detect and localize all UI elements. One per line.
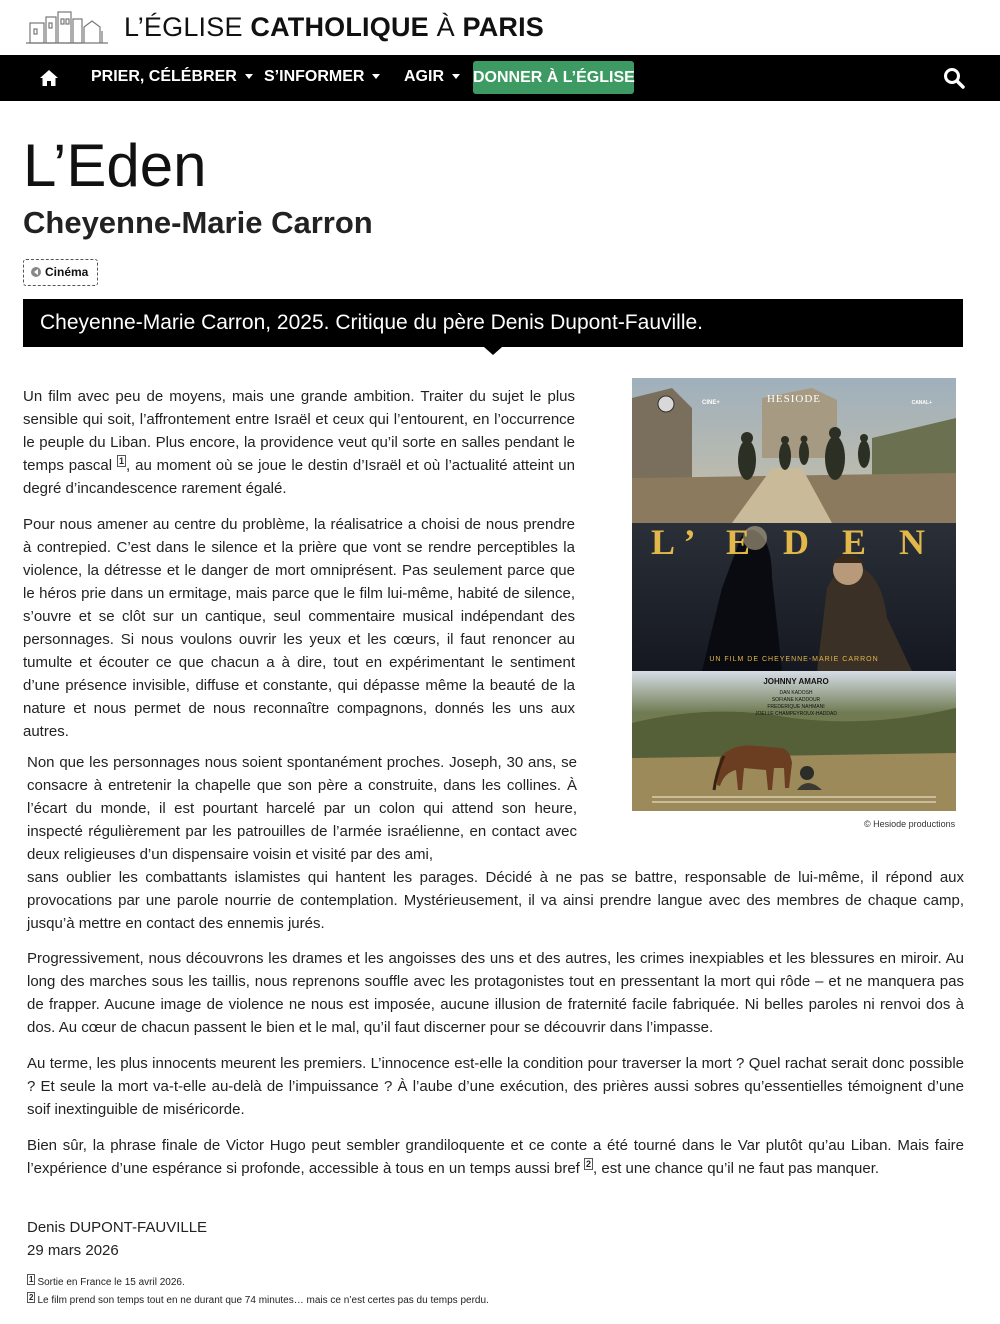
poster-cast-1: DAN KADOSH — [779, 690, 813, 696]
footnote-text: Le film prend son temps tout en ne durant que 74 minutes… mais ce n’est certes pas du temps perdu. — [37, 1295, 489, 1306]
footnote-ref[interactable]: 1 — [29, 1275, 34, 1284]
article-banner: Cheyenne-Marie Carron, 2025. Critique du père Denis Dupont-Fauville. — [23, 299, 963, 347]
nav-item-label: AGIR — [404, 68, 444, 85]
paragraph-6 — [27, 1134, 964, 1180]
chevron-down-icon — [372, 74, 380, 79]
chevron-down-icon — [245, 74, 253, 79]
site-title-part: L’ÉGLISE — [124, 12, 251, 42]
category-tag-label: Cinéma — [45, 265, 89, 279]
category-tag[interactable] — [23, 259, 98, 286]
poster-brand-center: HESIODE — [766, 393, 822, 405]
donate-button[interactable]: DONNER À L’ÉGLISE — [473, 61, 634, 94]
chevron-left-circle-icon — [31, 267, 41, 277]
chevron-down-icon — [452, 74, 460, 79]
page-subtitle: Cheyenne-Marie Carron — [23, 205, 373, 240]
site-title-part: PARIS — [462, 12, 545, 42]
main-navbar — [0, 55, 1000, 101]
poster-lead-actor: JOHNNY AMARO — [763, 677, 829, 686]
site-title-part: CATHOLIQUE — [250, 12, 429, 42]
poster-tagline: UN FILM DE CHEYENNE-MARIE CARRON — [709, 656, 879, 663]
banner-arrow — [484, 347, 502, 355]
site-title-part: À — [428, 12, 463, 42]
nav-item-informer[interactable] — [264, 68, 380, 86]
poster-brand-right: CANAL+ — [911, 400, 932, 406]
paragraph-3-narrow: Non que les personnages nous soient spontanément proches. Joseph, 30 ans, se consacre à entretenir la chapelle que son père a construite, dans les collines. À l’écart du monde, il est pourtant harcelé par un colon qui attend son heure, inspecté régulièrement par les patrouilles de l’armée israélienne, en contact avec deux religieuses d’un dispensaire voisin et visité par des ami, — [27, 754, 577, 863]
poster-title: L’ E D E N — [650, 522, 938, 562]
notre-dame-logo-icon[interactable] — [26, 9, 108, 47]
footnote-ref[interactable]: 2 — [29, 1293, 34, 1302]
poster-caption: © Hesiode productions — [864, 819, 956, 829]
paragraph-2: Pour nous amener au centre du problème, la réalisatrice a choisi de nous prendre à contrepied. C’est dans le silence et la prière que vont se rendre perceptibles la violence, la détresse et le danger de mort omniprésent. Pas seulement parce que le héros prie dans un ermitage, mais parce que le film lui-même, habité de silence, s’ouvre et se clôt sur un cantique, seul commentaire musical indépendant des personnages. Si nous voulons ouvrir les yeux et les cœurs, il faut renoncer au tumulte et écouter ce que chacun a à dire, tout en expérimentant le sentiment d’une présence invisible, diffuse et constante, qui dépasse même la beauté de la nature et nous permet de nous reconnaître compagnons, donnés les uns aux autres. — [23, 516, 575, 740]
paragraph-5: Au terme, les plus innocents meurent les premiers. L’innocence est-elle la condition pour traverser la mort ? Quel rachat serait donc possible ? Et seule la mort va-t-elle au-delà de l’impuissance ? À l’aube d’une exécution, des prières aussi sobres qu’essentielles témoignent d’une soif inextinguible de miséricorde. — [27, 1055, 964, 1118]
nav-item-agir[interactable] — [404, 68, 460, 86]
poster-cast-2: SOFIANE KADDOUR — [771, 697, 821, 703]
footnote-ref[interactable]: 2 — [586, 1159, 592, 1169]
movie-poster[interactable] — [632, 378, 956, 811]
footnote-1 — [27, 1276, 185, 1288]
nav-item-prier[interactable] — [91, 68, 253, 86]
author-name: Denis DUPONT-FAUVILLE — [27, 1219, 208, 1236]
footnote-text: Sortie en France le 15 avril 2026. — [37, 1277, 185, 1288]
article-date: 29 mars 2026 — [27, 1242, 119, 1259]
paragraph-text: , au moment où se joue le destin d’Israël et où l’actualité atteint un degré d’incandescence rarement égalé. — [23, 457, 575, 497]
footnote-ref[interactable]: 1 — [119, 456, 125, 466]
paragraph-text: Bien sûr, la phrase finale de Victor Hugo peut sembler grandiloquente et ce conte a été tourné dans le Var plutôt qu’au Liban. Mais faire l’expérience d’une espérance si profonde, accessible à tous en un temps aussi bref — [27, 1137, 964, 1177]
paragraph-1 — [23, 385, 575, 500]
poster-brand-left: CINE+ — [702, 400, 720, 406]
poster-cast-4: JOELLE CHAMPEYROUX-HADDAD — [755, 711, 837, 717]
home-icon[interactable] — [38, 67, 60, 89]
search-icon[interactable] — [943, 67, 965, 89]
poster-cast-3: FREDERIQUE NAHMANI — [767, 704, 825, 710]
paragraph-3-wide: sans oublier les combattants islamistes qui hantent les parages. Décidé à ne pas se battre, responsable de lui-même, il répond aux provocations par une parole nourrie de contemplation. Mystérieusement, il va ainsi prendre langue avec des membres de chaque camp, jusqu’à mettre en contact des ennemis jurés. — [27, 869, 964, 932]
nav-item-label: PRIER, CÉLÉBRER — [91, 68, 237, 85]
paragraph-text: , est une chance qu’il ne faut pas manquer. — [593, 1160, 880, 1177]
paragraph-4: Progressivement, nous découvrons les drames et les angoisses des uns et des autres, les crimes inexpiables et les blessures en miroir. Au long des marches sous les taillis, nous reprenons souffle avec les protagonistes tout en pressentant la mort qui rôde – et ne manquera pas de frapper. Aucune image de violence ne nous est imposée, aucune illusion de fraternité facile fabriquée. Ni belles paroles ni renvoi dos à dos. Au cœur de chacun passent le bien et le mal, qu’il faut discerner pour se découvrir dans l’impasse. — [27, 950, 964, 1036]
page-title: L’Eden — [23, 132, 207, 199]
nav-item-label: S’INFORMER — [264, 68, 365, 85]
paragraph-text: Un film avec peu de moyens, mais une grande ambition. Traiter du sujet le plus sensible qui soit, l’affrontement entre Israël et ceux qui l’entourent, en l’occurrence le peuple du Liban. Plus encore, la providence veut qu’il sorte en salles pendant le temps pascal — [23, 388, 575, 474]
signature — [27, 1216, 207, 1262]
site-title[interactable] — [124, 12, 544, 43]
footnote-2 — [27, 1294, 489, 1306]
site-header — [0, 0, 1000, 55]
